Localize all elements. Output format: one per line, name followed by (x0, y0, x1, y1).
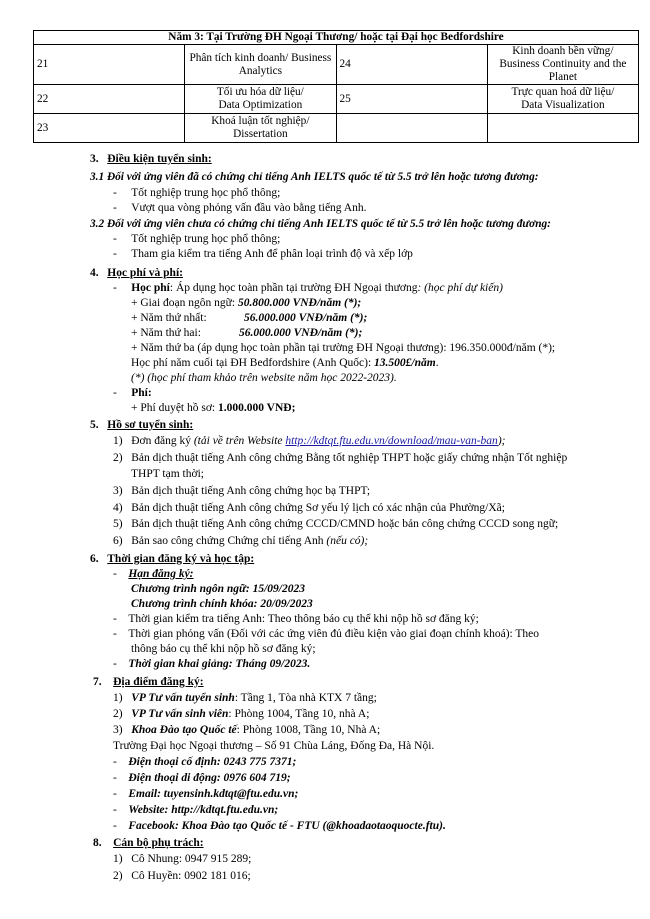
course-number: 24 (336, 45, 487, 85)
contact-line: - Điện thoại di động: 0976 604 719; (113, 772, 291, 784)
section-8-heading: 8. Cán bộ phụ trách: (93, 837, 204, 849)
list-item: 5) Bản dịch thuật tiếng Anh công chứng CCCD/CMND hoặc bản công chứng CCCD song ngữ; (113, 518, 559, 530)
list-item: 2) Cô Huyền: 0902 181 016; (113, 870, 251, 882)
list-item: 1) VP Tư vấn tuyển sinh: Tầng 1, Tòa nhà KTX 7 tầng; (113, 692, 377, 704)
list-item: - Tham gia kiểm tra tiếng Anh để phân loại trình độ và xếp lớp (113, 248, 413, 260)
list-item: - Vượt qua vòng phỏng vấn đầu vào bằng tiếng Anh. (113, 202, 367, 214)
fee-line: Học phí năm cuối tại ĐH Bedfordshire (Anh Quốc): 13.500£/năm. (131, 357, 439, 369)
fee-line: - Phí: (113, 387, 152, 399)
list-item: 1) Cô Nhung: 0947 915 289; (113, 853, 252, 865)
course-name: Trực quan hoá dữ liệu/ Data Visualization (487, 85, 638, 114)
section-4-heading: 4. Học phí và phí: (90, 267, 183, 279)
download-link[interactable]: http://kdtqt.ftu.edu.vn/download/mau-van-ban (285, 435, 498, 447)
section-3-2-heading: 3.2 Đối với ứng viên chưa có chứng chỉ tiếng Anh IELTS quốc tế từ 5.5 trở lên hoặc tương đương: (90, 218, 551, 230)
list-item: 2) Bản dịch thuật tiếng Anh công chứng Bằng tốt nghiệp THPT hoặc giấy chứng nhận Tốt nghiệp (113, 452, 568, 464)
address: Trường Đại học Ngoại thương – Số 91 Chùa Láng, Đống Đa, Hà Nội. (113, 740, 435, 752)
course-name: Kinh doanh bền vững/ Business Continuity and the Planet (487, 45, 638, 85)
contact-line: - Email: tuyensinh.kdtqt@ftu.edu.vn; (113, 788, 299, 800)
list-item: - Thời gian phỏng vấn (Đối với các ứng viên đủ điều kiện vào giai đoạn chính khoá): Theo (113, 628, 540, 640)
section-6-heading: 6. Thời gian đăng ký và học tập: (90, 553, 255, 565)
course-name (487, 114, 638, 143)
contact-line: - Website: http://kdtqt.ftu.edu.vn; (113, 804, 279, 816)
list-item: 4) Bản dịch thuật tiếng Anh công chứng Sơ yếu lý lịch có xác nhận của Phường/Xã; (113, 502, 505, 514)
tuition-line: - Học phí: Áp dụng học toàn phần tại trường ĐH Ngoại thương: (học phí dự kiến) (113, 282, 503, 294)
list-item-continued: THPT tạm thời; (131, 468, 204, 480)
list-item: 1) Đơn đăng ký (tải về trên Website http://kdtqt.ftu.edu.vn/download/mau-van-ban); (113, 435, 506, 447)
section-7-heading: 7. Địa điểm đăng ký: (93, 676, 204, 688)
deadline-language: Chương trình ngôn ngữ: 15/09/2023 (131, 583, 305, 595)
course-number: 21 (34, 45, 185, 85)
fee-line: + Năm thứ hai: 56.000.000 VNĐ/năm (*); (131, 327, 363, 339)
list-item: - Tốt nghiệp trung học phổ thông; (113, 233, 281, 245)
table-header: Năm 3: Tại Trường ĐH Ngoại Thương/ hoặc tại Đại học Bedfordshire (34, 31, 639, 45)
course-table (33, 30, 639, 143)
list-item: 3) Khoa Đào tạo Quốc tế: Phòng 1008, Tầng 10, Nhà A; (113, 724, 381, 736)
list-item: - Thời gian khai giảng: Tháng 09/2023. (113, 658, 311, 670)
table-row (34, 85, 639, 114)
section-3-heading: 3. Điều kiện tuyển sinh: (90, 153, 212, 165)
fee-line: + Phí duyệt hồ sơ: 1.000.000 VNĐ; (131, 402, 296, 414)
table-row (34, 45, 639, 85)
list-item: - Thời gian kiểm tra tiếng Anh: Theo thông báo cụ thể khi nộp hồ sơ đăng ký; (113, 613, 479, 625)
list-item: 3) Bản dịch thuật tiếng Anh công chứng học bạ THPT; (113, 485, 371, 497)
table-row (34, 114, 639, 143)
fee-line: + Năm thứ ba (áp dụng học toàn phần tại trường ĐH Ngoại thương): 196.350.000đ/năm (*); (131, 342, 556, 354)
list-item-continued: thông báo cụ thể khi nộp hồ sơ đăng ký; (131, 643, 316, 655)
fee-line: + Giai đoạn ngôn ngữ: 50.800.000 VNĐ/năm (*); (131, 297, 362, 309)
deadline-main: Chương trình chính khóa: 20/09/2023 (131, 598, 313, 610)
section-5-heading: 5. Hồ sơ tuyển sinh: (90, 419, 194, 431)
list-item: - Tốt nghiệp trung học phổ thông; (113, 187, 281, 199)
course-number: 25 (336, 85, 487, 114)
fee-note: (*) (học phí tham khảo trên website năm học 2022-2023). (131, 372, 397, 384)
course-number: 22 (34, 85, 185, 114)
list-item: - Hạn đăng ký: (113, 568, 194, 580)
contact-line: - Facebook: Khoa Đào tạo Quốc tế - FTU (@khoadaotaoquocte.ftu). (113, 820, 446, 832)
list-item: 2) VP Tư vấn sinh viên: Phòng 1004, Tầng 10, nhà A; (113, 708, 370, 720)
course-name: Tối ưu hóa dữ liệu/ Data Optimization (185, 85, 336, 114)
course-name: Phân tích kinh doanh/ Business Analytics (185, 45, 336, 85)
list-item: 6) Bản sao công chứng Chứng chỉ tiếng Anh (nếu có); (113, 535, 369, 547)
course-number: 23 (34, 114, 185, 143)
course-name: Khoá luận tốt nghiệp/ Dissertation (185, 114, 336, 143)
contact-line: - Điện thoại cố định: 0243 775 7371; (113, 756, 297, 768)
section-3-1-heading: 3.1 Đối với ứng viên đã có chứng chỉ tiếng Anh IELTS quốc tế từ 5.5 trở lên hoặc tương đương: (90, 171, 539, 183)
fee-line: + Năm thứ nhất: 56.000.000 VNĐ/năm (*); (131, 312, 368, 324)
course-number (336, 114, 487, 143)
